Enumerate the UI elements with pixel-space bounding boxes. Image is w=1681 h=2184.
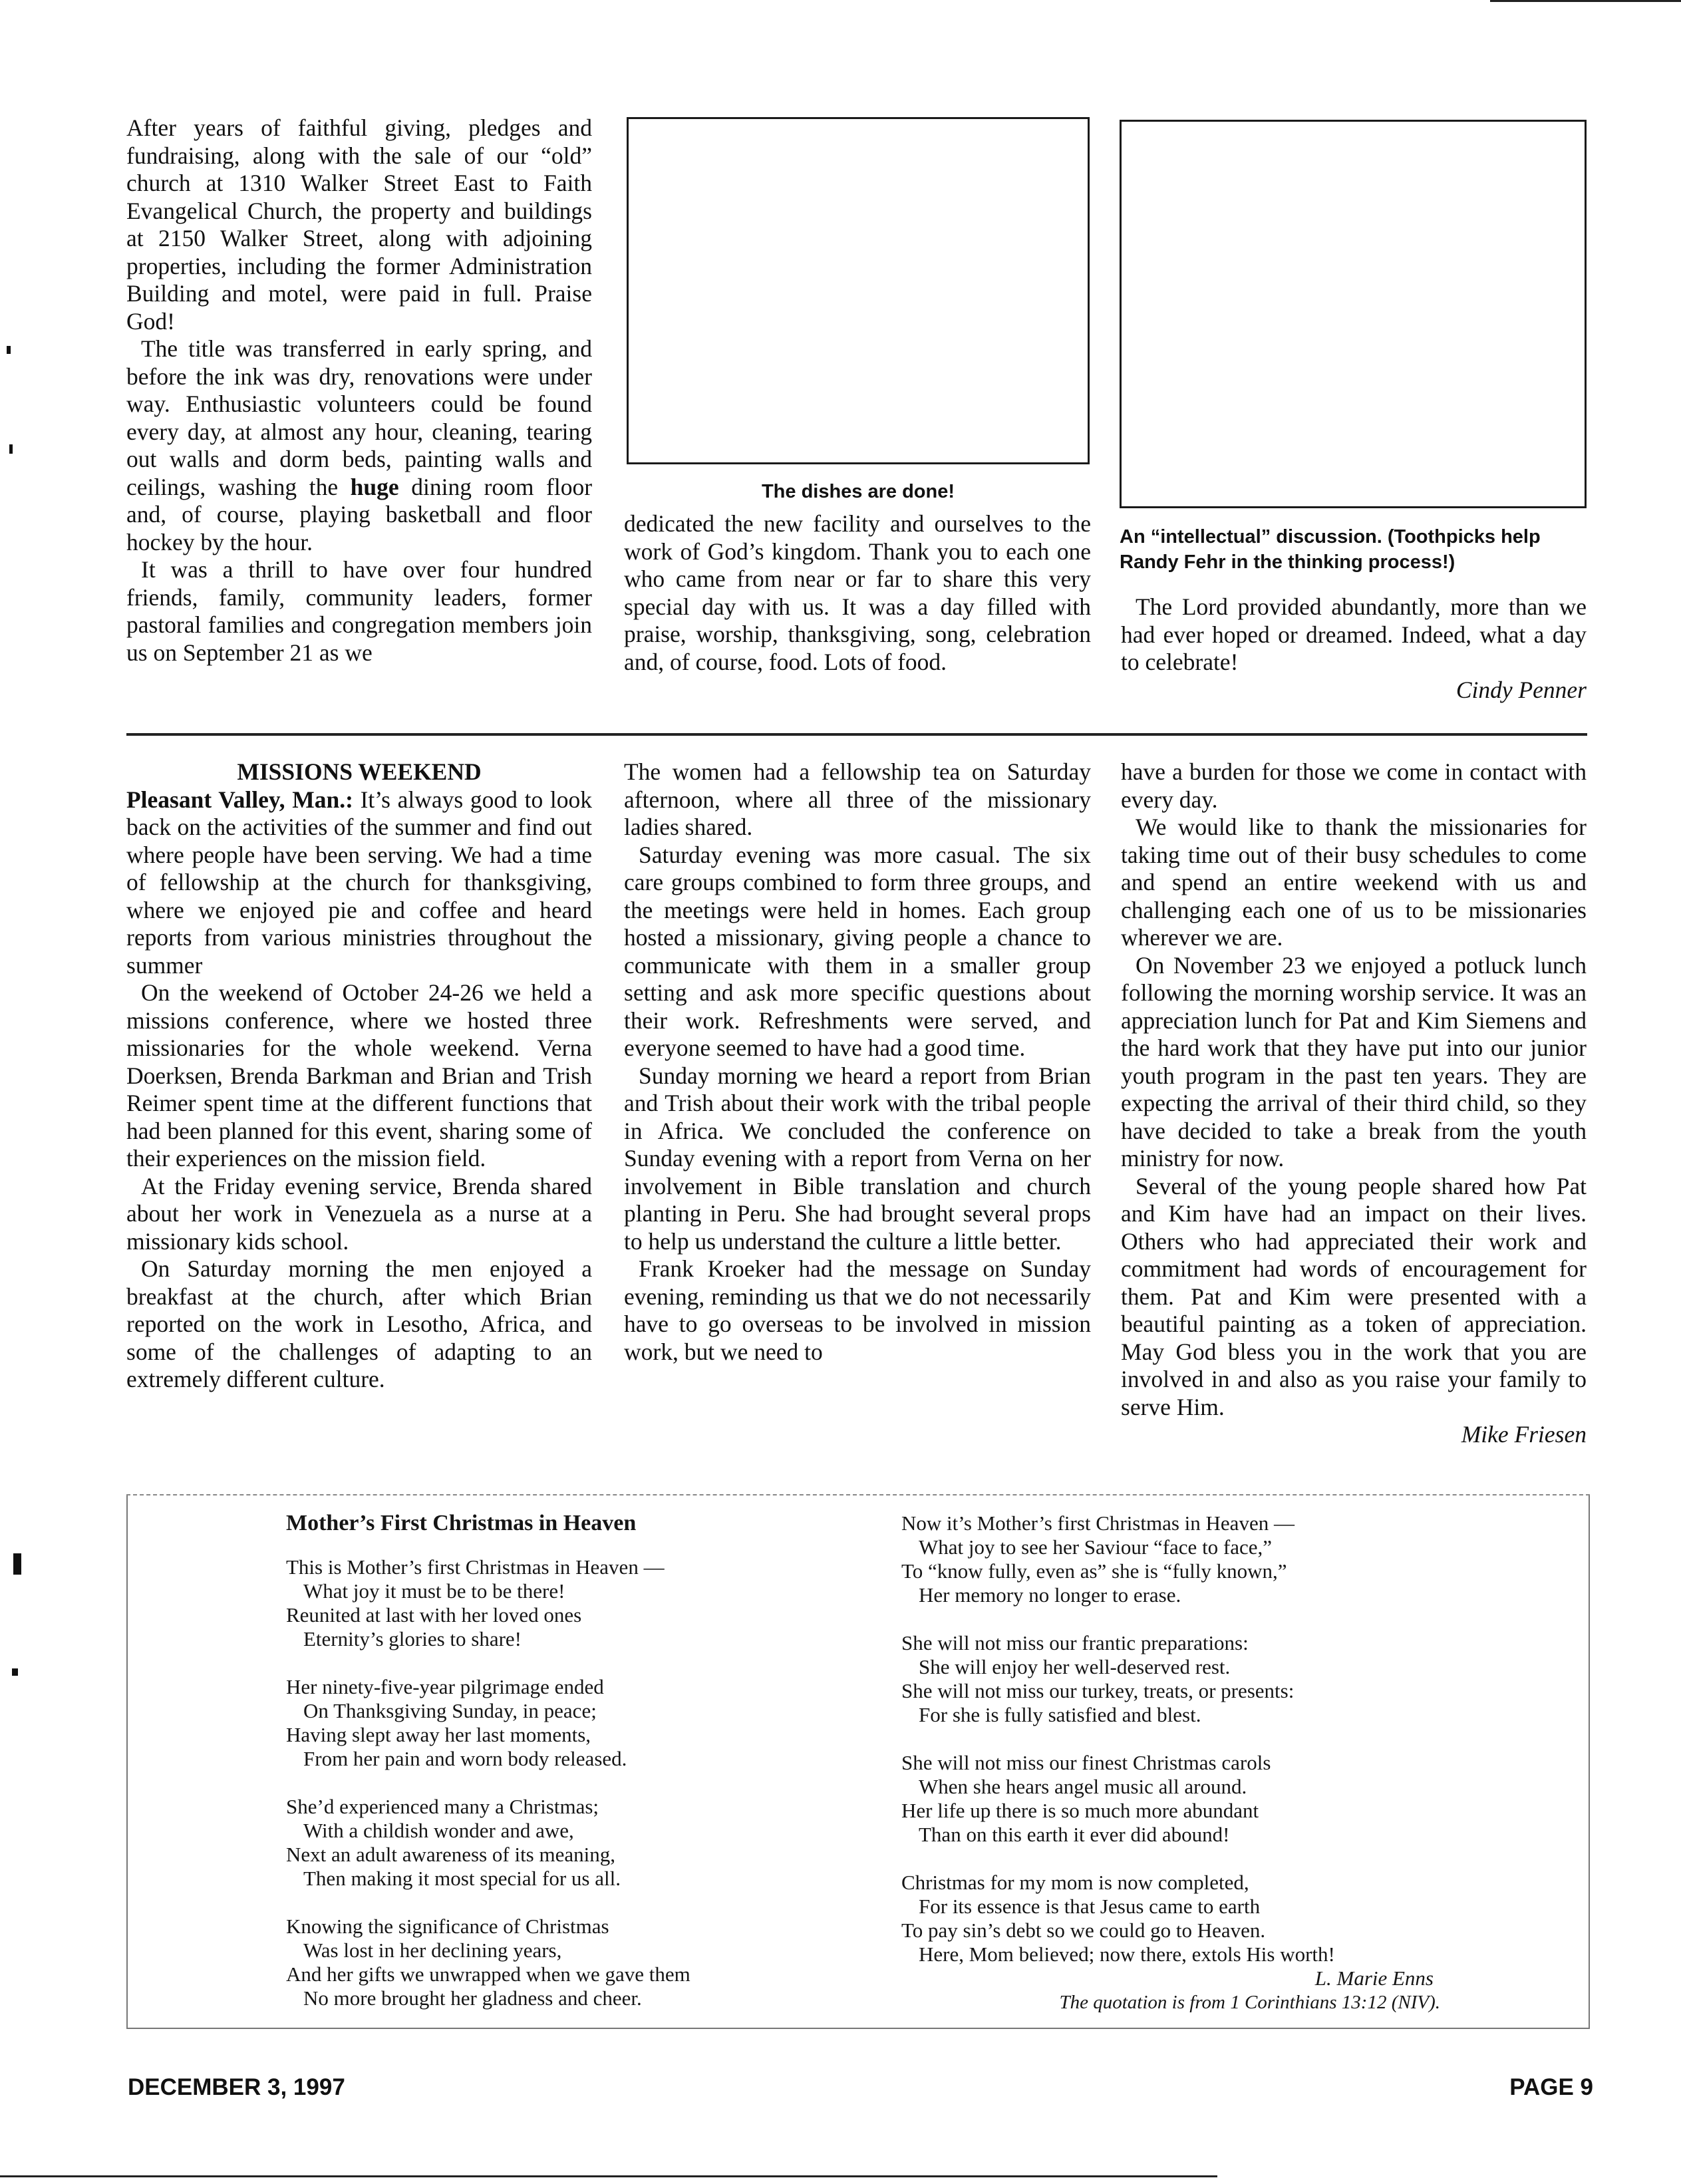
poem-line: Then making it most special for us all. (303, 1867, 621, 1890)
paragraph-body: dining room floor and, of course, playing basketball and floor hockey by the hour. (126, 473, 593, 555)
photo-caption-dishes: The dishes are done! (761, 481, 955, 502)
poem-line: Knowing the significance of Christmas (286, 1915, 609, 1938)
poem-line: Reunited at last with her loved ones (286, 1603, 582, 1627)
poem-line: Now it’s Mother’s first Christmas in Heaven — (901, 1511, 1295, 1535)
poem-left-column (286, 1511, 792, 2034)
poem-stanza (286, 1915, 792, 2010)
poem-line: Christmas for my mom is now completed, (901, 1871, 1249, 1894)
dateline: Pleasant Valley, Man.: (126, 786, 353, 813)
poem-line: Her life up there is so much more abundant (901, 1799, 1259, 1822)
paragraph: After years of faithful giving, pledges and fundraising, along with the sale of our “old” church at 1310 Walker Street East to Faith Evangelical Church, the property and buildings at 2150 Walker Street, along with adjoining properties, including the former Administration Building and motel, were paid in full. Praise God! (126, 114, 592, 335)
paragraph: The women had a fellowship tea on Saturday afternoon, where all three of the missionary ladies shared. (624, 758, 1091, 840)
poem-author: L. Marie Enns (1314, 1966, 1434, 1990)
poem-line: Next an adult awareness of its meaning, (286, 1843, 615, 1866)
top-article-column-1 (126, 114, 592, 667)
scan-mark (13, 1553, 21, 1575)
missions-column-2 (624, 758, 1091, 1366)
paragraph (126, 786, 592, 980)
paragraph-body: and before the ink was dry, renovations were under way. Enthusiastic volunteers could be found every day, at almost any hour, cleaning, tearing out walls and dorm beds, painting walls and ceilings, washing the (126, 335, 593, 500)
scan-mark (12, 1668, 18, 1676)
paragraph: On November 23 we enjoyed a potluck lunch following the morning worship service. It was an appreciation lunch for Pat and Kim Siemens and the hard work that they have put into our junior youth program in the past ten years. They are expecting the arrival of their third child, so they have decided to take a break from the youth ministry for now. (1121, 951, 1587, 1171)
section-divider (126, 733, 1587, 736)
article-author: Cindy Penner (1455, 676, 1587, 703)
paragraph (126, 335, 592, 556)
poem-line: Her memory no longer to erase. (919, 1583, 1181, 1607)
poem-line: And her gifts we unwrapped when we gave them (286, 1962, 690, 1986)
poem-line: She will not miss our turkey, treats, or presents: (901, 1679, 1295, 1702)
poem-citation: The quotation is from 1 Corinthians 13:12 (NIV). (1059, 1992, 1440, 2013)
paragraph-body: It’s always good to look back on the activities of the summer and find out where people have been serving. We had a time of fellowship at the church for thanksgiving, where we enjoyed pie and coffee and heard reports from various ministries throughout the summer (126, 786, 592, 979)
article-heading: MISSIONS WEEKEND (237, 758, 482, 785)
poem-line: Was lost in her declining years, (303, 1939, 562, 1962)
poem-line: To pay sin’s debt so we could go to Heaven. (901, 1919, 1266, 1942)
paragraph: Frank Kroeker had the message on Sunday evening, reminding us that we do not necessarily have to go overseas to be involved in mission work, but we need to (624, 1255, 1091, 1365)
paragraph: On Saturday morning the men enjoyed a breakfast at the church, after which Brian reported on the work in Lesotho, Africa, and some of the challenges of adapting to an extremely different culture. (126, 1255, 592, 1392)
poem-line: She will not miss our frantic preparations: (901, 1631, 1249, 1654)
poem-box-left-border (126, 1495, 128, 2028)
photo-dishes (627, 117, 1090, 464)
poem-stanza (901, 1631, 1447, 1727)
poem-stanza (901, 1871, 1447, 1966)
poem-stanza (286, 1555, 792, 1651)
poem-stanza (901, 1511, 1447, 1607)
scan-mark (7, 346, 11, 354)
poem-line: No more brought her gladness and cheer. (303, 1986, 642, 2010)
poem-line: Here, Mom believed; now there, extols His worth! (919, 1943, 1335, 1966)
poem-line: For she is fully satisfied and blest. (919, 1703, 1201, 1726)
missions-column-1 (126, 758, 592, 1394)
poem-line: This is Mother’s first Christmas in Heaven — (286, 1555, 665, 1579)
poem-title: Mother’s First Christmas in Heaven (286, 1511, 637, 1535)
paragraph: At the Friday evening service, Brenda shared about her work in Venezuela as a nurse at a missionary kids school. (126, 1172, 592, 1255)
bottom-scan-edge (0, 2175, 1217, 2177)
paragraph: Sunday morning we heard a report from Brian and Trish about their work with the tribal people in Africa. We concluded the conference on Sunday evening with a report from Verna on her involvement in Bible translation and church planting in Peru. She had brought several props to help us understand the culture a little better. (624, 1062, 1091, 1255)
poem-right-column (901, 1511, 1447, 2014)
paragraph: The Lord provided abundantly, more than we had ever hoped or dreamed. Indeed, what a day to celebrate! (1121, 593, 1587, 675)
poem-line: She’d experienced many a Christmas; (286, 1795, 599, 1818)
article-author: Mike Friesen (1461, 1421, 1587, 1448)
paragraph: Several of the young people shared how Pat and Kim have had an impact on their lives. Others who had appreciated their work and commitment had words of encouragement for them. Pat and Kim were presented with a beautiful painting as a token of appreciation. May God bless you in the work that you are involved in and also as you raise your family to serve Him. (1121, 1172, 1587, 1420)
poem-line: What joy to see her Saviour “face to face,” (919, 1535, 1273, 1559)
paragraph: Saturday evening was more casual. The six care groups combined to form three groups, and the meetings were held in homes. Each group hosted a missionary, giving people a chance to communicate with them in a smaller group setting and ask more specific questions about their work. Refreshments were served, and everyone seemed to have had a good time. (624, 841, 1091, 1061)
poem-line: Having slept away her last moments, (286, 1723, 591, 1746)
poem-line: She will not miss our finest Christmas carols (901, 1751, 1271, 1774)
poem-line: Eternity’s glories to share! (303, 1627, 522, 1650)
poem-stanza (901, 1751, 1447, 1847)
emphasis-word: huge (350, 473, 399, 500)
poem-line: Her ninety-five-year pilgrimage ended (286, 1675, 604, 1698)
poem-box-top-border (126, 1494, 1590, 1495)
poem-line: What joy it must be to be there! (303, 1579, 565, 1603)
poem-line: With a childish wonder and awe, (303, 1819, 574, 1842)
footer-page-number: PAGE 9 (1509, 2074, 1593, 2100)
paragraph-lead: The title was transferred in early spring, (141, 335, 547, 362)
top-corner-rule (1490, 0, 1681, 2)
poem-line: On Thanksgiving Sunday, in peace; (303, 1699, 597, 1722)
missions-column-3 (1121, 758, 1587, 1449)
photo-discussion (1120, 120, 1587, 508)
poem-line: From her pain and worn body released. (303, 1747, 627, 1770)
poem-line: For its essence is that Jesus came to earth (919, 1895, 1261, 1918)
poem-line: When she hears angel music all around. (919, 1775, 1247, 1798)
scan-mark (9, 444, 13, 454)
poem-stanza (286, 1795, 792, 1891)
paragraph: dedicated the new facility and ourselves to the work of God’s kingdom. Thank you to each one who came from near or far to share this very special day with us. It was a day filled with praise, worship, thanksgiving, song, celebration and, of course, food. Lots of food. (624, 510, 1091, 675)
poem-line: Than on this earth it ever did abound! (919, 1823, 1230, 1846)
photo-caption-discussion: An “intellectual” discussion. (Toothpicks help Randy Fehr in the thinking process!) (1120, 526, 1541, 573)
poem-stanza (286, 1675, 792, 1771)
paragraph: have a burden for those we come in contact with every day. (1121, 758, 1587, 813)
paragraph: We would like to thank the missionaries for taking time out of their busy schedules to come and spend an entire weekend with us and challenging each one of us to be missionaries wherever we are. (1121, 814, 1587, 951)
poem-line: To “know fully, even as” she is “fully known,” (901, 1559, 1287, 1583)
top-article-column-2 (624, 510, 1091, 676)
top-article-column-3 (1121, 593, 1587, 704)
poem-box-right-border (1589, 1495, 1590, 2028)
paragraph: It was a thrill to have over four hundred friends, family, community leaders, former pastoral families and congregation members join us on September 21 as we (126, 556, 592, 666)
poem-line: She will enjoy her well-deserved rest. (919, 1655, 1231, 1678)
paragraph: On the weekend of October 24-26 we held a missions conference, where we hosted three missionaries for the whole weekend. Verna Doerksen, Brenda Barkman and Brian and Trish Reimer spent time at the different functions that had been planned for this event, sharing some of their experiences on the mission field. (126, 979, 592, 1171)
footer-date: DECEMBER 3, 1997 (128, 2074, 345, 2100)
